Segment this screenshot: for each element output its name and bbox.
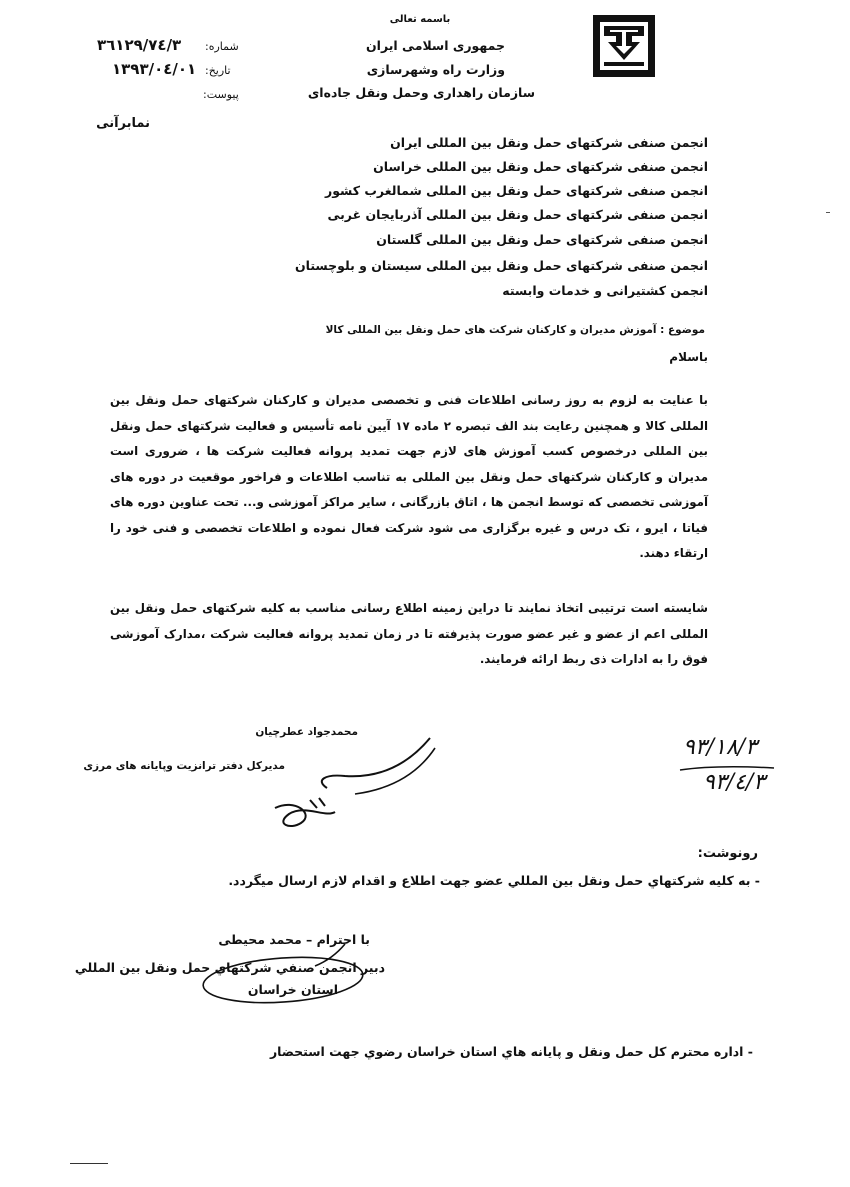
- carbon-copy-label: رونوشت:: [697, 846, 758, 861]
- signature-scribble-icon: [255, 728, 445, 833]
- greeting: باسلام: [669, 350, 708, 364]
- header-organization: سازمان راهداری وحمل ونقل جاده‌ای: [307, 85, 535, 100]
- forward-line: - اداره محترم کل حمل ونقل و پایانه هاي استان خراسان رضوي جهت استحضار: [269, 1044, 753, 1059]
- handwritten-date-2: ٩٣/٤/٣: [703, 770, 766, 795]
- recipient-line: انجمن صنفی شرکتهای حمل ونقل بین المللی ایران: [390, 135, 708, 150]
- secretary-title: دبیر انجمن صنفي شرکتهاي حمل ونقل بین المللي: [74, 960, 385, 975]
- recipient-line: انجمن صنفی شرکتهای حمل ونقل بین المللی خراسان: [373, 159, 708, 174]
- attachment-label: پیوست:: [203, 88, 239, 101]
- number-label: شماره:: [205, 40, 239, 53]
- date-value: ١٣٩٣/٠٤/٠١: [112, 60, 197, 78]
- number-value: ٣٦١٢٩/٧٤/٣: [97, 36, 182, 54]
- carbon-copy-line: - به کلیه شرکتهاي حمل ونقل بین المللي عضو جهت اطلاع و اقدام لازم ارسال میگردد.: [228, 873, 760, 888]
- header-country: جمهوری اسلامی ایران: [366, 38, 505, 53]
- recipient-line: انجمن صنفی شرکتهای حمل ونقل بین المللی سیستان و بلوچستان: [294, 258, 708, 273]
- regards-line: با احترام – محمد محیطی: [218, 932, 370, 947]
- recipient-line: انجمن صنفی شرکتهای حمل ونقل بین المللی گلستان: [376, 232, 708, 247]
- subject-line: موضوع : آموزش مدیران و کارکنان شرکت های حمل ونقل بین المللی کالا: [325, 324, 705, 336]
- body-paragraph-2: شایسته است ترتیبی اتخاذ نمایند تا دراین زمینه اطلاع رسانی مناسب به کلیه شرکتهای حمل ونقل بین المللی اعم از عضو و غیر عضو صورت پذیرفته تا در زمان تمدید پروانه فعالیت شرکت ،مدارک آموزشی فوق را به ادارات ذی ربط ارائه فرمایند.: [110, 601, 708, 666]
- signatory-title: مدیرکل دفتر ترانزیت وپایانه های مرزی: [83, 760, 285, 772]
- footer-rule: [70, 1163, 108, 1164]
- scan-mark: [826, 212, 830, 213]
- recipient-line: انجمن صنفی شرکتهای حمل ونقل بین المللی آذربایجان غربی: [327, 207, 708, 222]
- bismillah: باسمه تعالی: [389, 14, 451, 25]
- handwritten-underline: [678, 764, 778, 772]
- signature-oval-icon: [195, 936, 365, 1014]
- signatory-name: محمدجواد عطرچیان: [255, 726, 358, 738]
- road-maintenance-logo-icon: [590, 12, 658, 80]
- recipient-line: انجمن کشتیرانی و خدمات وابسته: [502, 283, 708, 298]
- body-paragraph-1: با عنایت به لزوم به روز رسانی اطلاعات فنی و تخصصی مدیران و کارکنان شرکتهای حمل ونقل بین المللی کالا و همچنین رعایت بند الف تبصره ٢ ماده ١٧ آیین نامه تأسیس و فعالیت شرکتهای حمل ونقل بین المللی درخصوص کسب آموزش های لازم جهت تمدید پروانه فعالیت شرکت ها ، ضروری است مدیران و کارکنان شرکتهای حمل ونقل بین المللی به تناسب اطلاعات و فراخور موقعیت در دوره های آموزشی تخصصی که توسط انجمن ها ، اتاق بازرگانی ، سایر مراکز آموزشی و... تحت عناوین دوره های فیاتا ، ایرو ، تک درس و غیره برگزاری می شود شرکت فعال نموده و اطلاعات تخصصی و فنی خود را ارتقاء دهند.: [110, 393, 708, 560]
- header-ministry: وزارت راه وشهرسازی: [366, 62, 505, 77]
- fax-label: نمابرآنی: [96, 116, 150, 131]
- recipient-line: انجمن صنفی شرکتهای حمل ونقل بین المللی شمالغرب کشور: [325, 183, 708, 198]
- date-label: تاریخ:: [205, 64, 231, 77]
- secretary-province: استان خراسان: [247, 982, 338, 997]
- handwritten-date-1: ٩٣/١٨/٣: [683, 735, 757, 760]
